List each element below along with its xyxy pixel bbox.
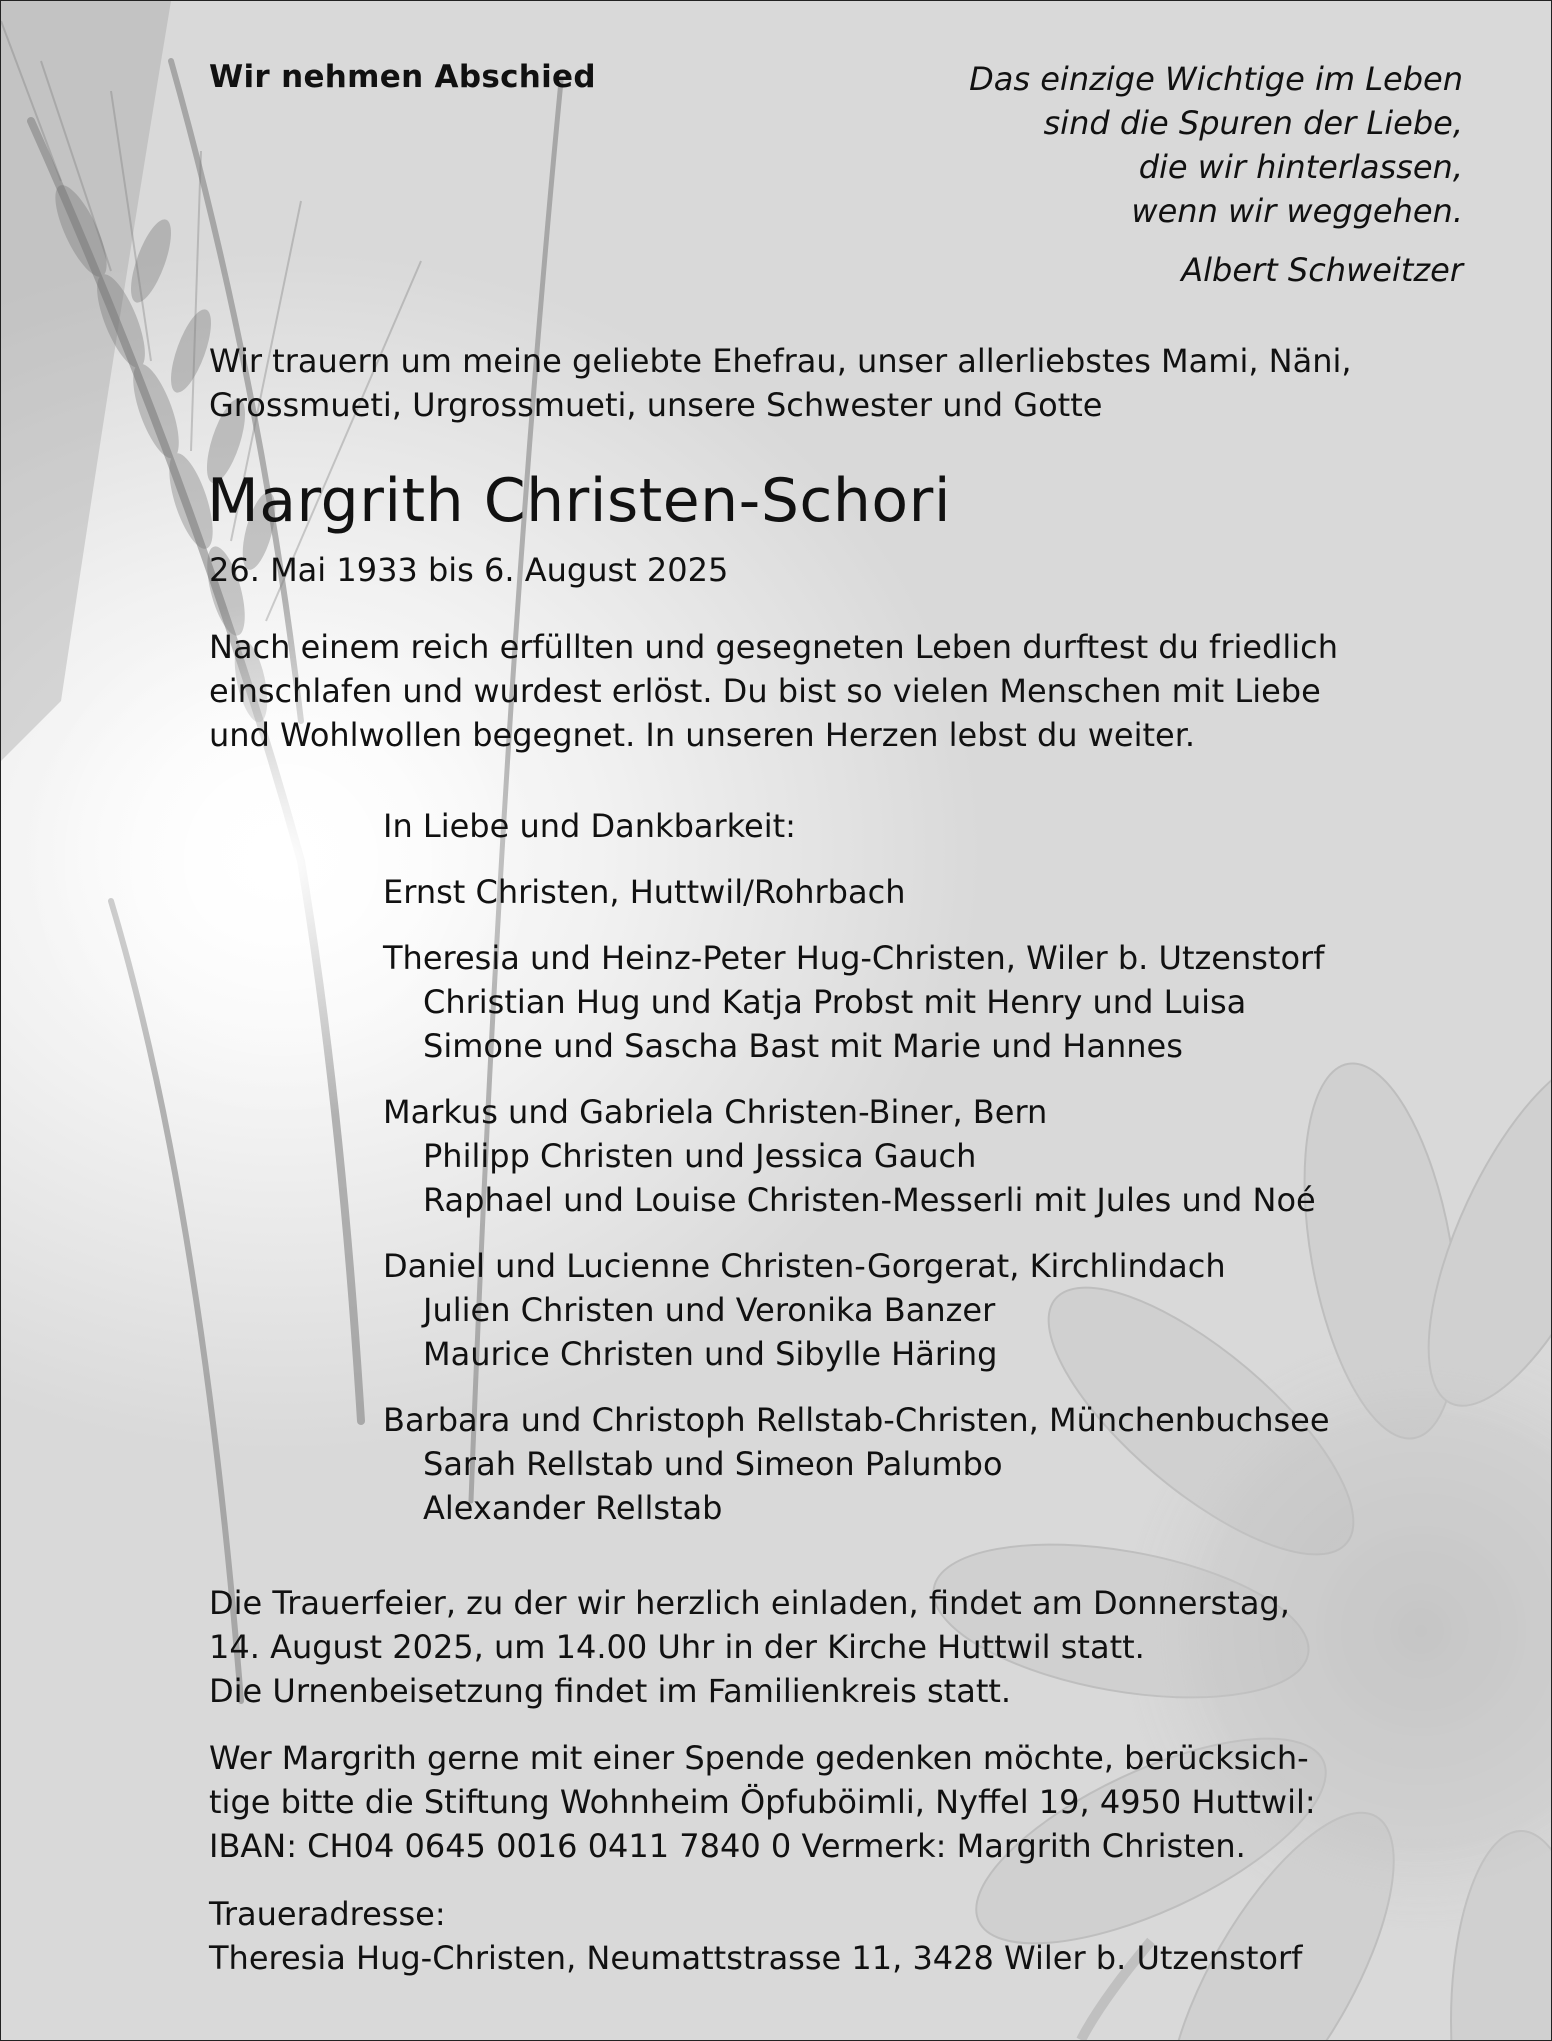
quote-line: sind die Spuren der Liebe, [1043, 104, 1463, 142]
quote-line: Das einzige Wichtige im Leben [969, 60, 1463, 98]
notice-content [1, 1, 1551, 2040]
quote-line: wenn wir weggehen. [1131, 192, 1463, 230]
family-member: Theresia und Heinz-Peter Hug-Christen, Wiler b. Utzenstorf [383, 939, 1325, 977]
ceremony-line: Die Trauerfeier, zu der wir herzlich einladen, findet am Donnerstag, [209, 1584, 1290, 1622]
donation-line: IBAN: CH04 0645 0016 0411 7840 0 Vermerk: Margrith Christen. [209, 1827, 1246, 1865]
family-list [383, 804, 1330, 1530]
intro-line: Grossmueti, Urgrossmueti, unsere Schwester und Gotte [209, 386, 1103, 424]
quote [969, 57, 1463, 233]
tribute-paragraph [209, 625, 1338, 757]
donation-line: tige bitte die Stiftung Wohnheim Öpfuböimli, Nyffel 19, 4950 Huttwil: [209, 1783, 1316, 1821]
address-value: Theresia Hug-Christen, Neumattstrasse 11, 3428 Wiler b. Utzenstorf [209, 1939, 1303, 1977]
donation-paragraph [209, 1736, 1316, 1868]
tribute-line: einschlafen und wurdest erlöst. Du bist so vielen Menschen mit Liebe [209, 672, 1321, 710]
quote-line: die wir hinterlassen, [1138, 148, 1463, 186]
family-member: Alexander Rellstab [423, 1489, 723, 1527]
family-member: Raphael und Louise Christen-Messerli mit Jules und Noé [423, 1181, 1316, 1219]
life-dates: 26. Mai 1933 bis 6. August 2025 [209, 551, 729, 589]
family-member: Maurice Christen und Sibylle Häring [423, 1335, 998, 1373]
family-member: Daniel und Lucienne Christen-Gorgerat, Kirchlindach [383, 1247, 1226, 1285]
donation-line: Wer Margrith gerne mit einer Spende gedenken möchte, berücksich- [209, 1739, 1309, 1777]
notice-heading: Wir nehmen Abschied [209, 59, 596, 95]
ceremony-line: 14. August 2025, um 14.00 Uhr in der Kirche Huttwil statt. [209, 1628, 1145, 1666]
quote-author: Albert Schweitzer [1181, 251, 1463, 289]
intro-line: Wir trauern um meine geliebte Ehefrau, unser allerliebstes Mami, Näni, [209, 342, 1352, 380]
family-member: Sarah Rellstab und Simeon Palumbo [423, 1445, 1003, 1483]
family-member: Ernst Christen, Huttwil/Rohrbach [383, 873, 906, 911]
family-member: Julien Christen und Veronika Banzer [423, 1291, 996, 1329]
family-intro: In Liebe und Dankbarkeit: [383, 807, 796, 845]
ceremony-line: Die Urnenbeisetzung findet im Familienkreis statt. [209, 1672, 1012, 1710]
ceremony-paragraph [209, 1581, 1290, 1713]
deceased-name: Margrith Christen-Schori [207, 466, 951, 536]
intro-paragraph [209, 339, 1352, 427]
family-member: Barbara und Christoph Rellstab-Christen, Münchenbuchsee [383, 1401, 1330, 1439]
tribute-line: Nach einem reich erfüllten und gesegneten Leben durftest du friedlich [209, 628, 1339, 666]
family-member: Philipp Christen und Jessica Gauch [423, 1137, 977, 1175]
family-member: Christian Hug und Katja Probst mit Henry und Luisa [423, 983, 1247, 1021]
tribute-line: und Wohlwollen begegnet. In unseren Herzen lebst du weiter. [209, 716, 1196, 754]
family-member: Simone und Sascha Bast mit Marie und Hannes [423, 1027, 1183, 1065]
family-member: Markus und Gabriela Christen-Biner, Bern [383, 1093, 1048, 1131]
address-label: Traueradresse: [209, 1895, 446, 1933]
mourning-address [209, 1892, 1302, 1980]
